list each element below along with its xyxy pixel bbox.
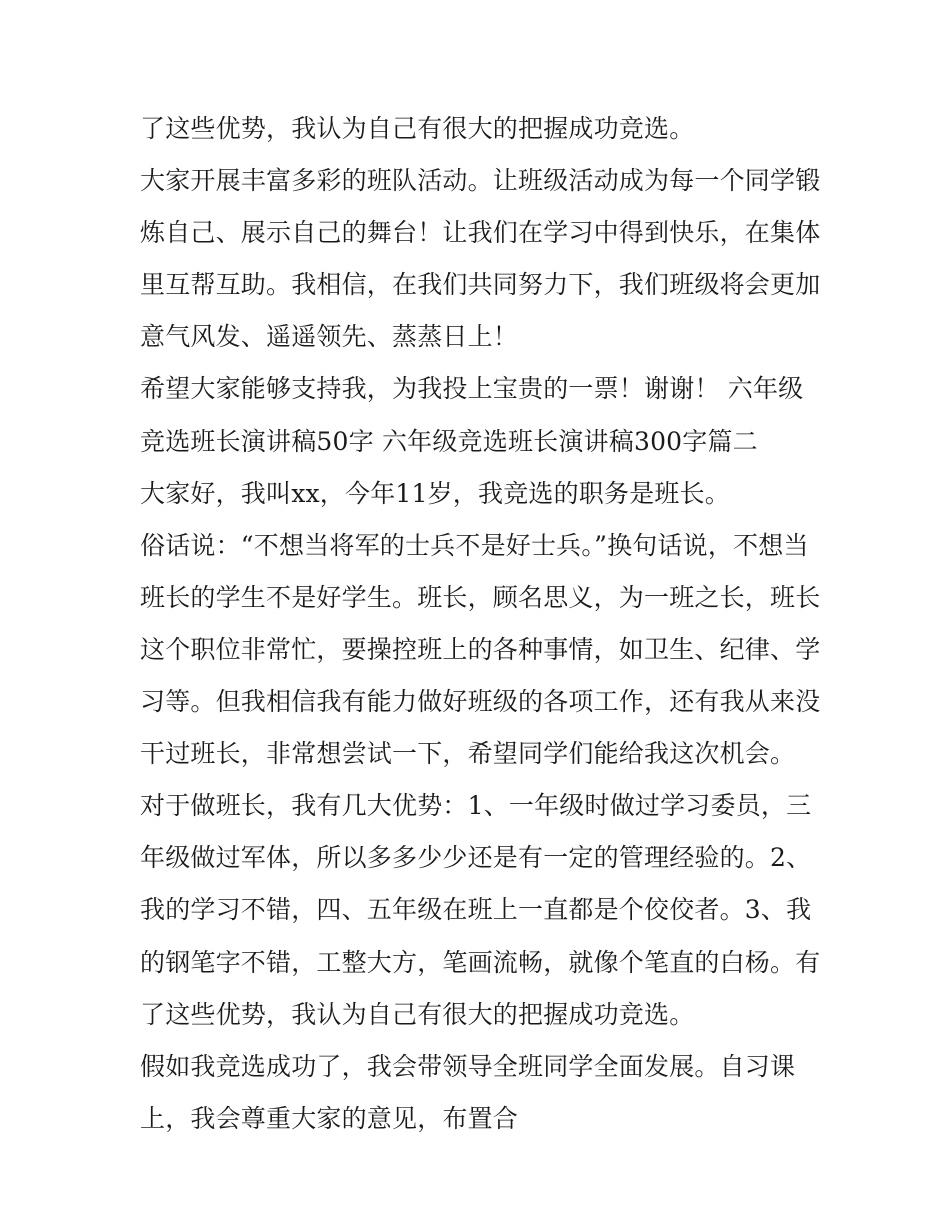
- text-line: 这个职位非常忙，要操控班上的各种事情，如卫生、纪律、学: [140, 634, 821, 664]
- text-line: 的钢笔字不错，工整大方，笔画流畅，就像个笔直的白杨。有: [140, 947, 821, 977]
- text-line: 上，我会尊重大家的意见，布置合: [140, 1103, 519, 1133]
- text-line: 俗话说：“不想当将军的士兵不是好士兵。”换句话说，不想当: [140, 530, 809, 560]
- text-line: 了这些优势，我认为自己有很大的把握成功竞选。: [140, 999, 695, 1029]
- text-line: 大家开展丰富多彩的班队活动。让班级活动成为每一个同学锻: [140, 166, 821, 196]
- text-line: 干过班长，非常想尝试一下，希望同学们能给我这次机会。: [140, 739, 796, 769]
- text-line: 对于做班长，我有几大优势：1、一年级时做过学习委员，三: [140, 791, 812, 821]
- text-line: 班长的学生不是好学生。班长，顾名思义，为一班之长，班长: [140, 582, 821, 612]
- text-line: 了这些优势，我认为自己有很大的把握成功竞选。: [140, 114, 695, 143]
- document-body: [140, 107, 830, 1149]
- text-line: 我的学习不错，四、五年级在班上一直都是个佼佼者。3、我: [140, 895, 812, 925]
- text-line: 里互帮互助。我相信，在我们共同努力下，我们班级将会更加: [140, 270, 821, 300]
- text-line: 炼自己、展示自己的舞台！让我们在学习中得到快乐，在集体: [140, 218, 821, 248]
- text-line: 年级做过军体，所以多多少少还是有一定的管理经验的。2、: [140, 843, 812, 873]
- text-line: 习等。但我相信我有能力做好班级的各项工作，还有我从来没: [140, 687, 821, 717]
- text-line: 竞选班长演讲稿50字 六年级竞选班长演讲稿300字篇二: [140, 426, 758, 456]
- text-line: 希望大家能够支持我，为我投上宝贵的一票！谢谢！ 六年级: [140, 374, 804, 404]
- text-line: 假如我竞选成功了，我会带领导全班同学全面发展。自习课: [140, 1051, 796, 1081]
- text-line: 意气风发、遥遥领先、蒸蒸日上！: [140, 322, 519, 352]
- text-line: 大家好，我叫xx，今年11岁，我竞选的职务是班长。: [140, 478, 731, 508]
